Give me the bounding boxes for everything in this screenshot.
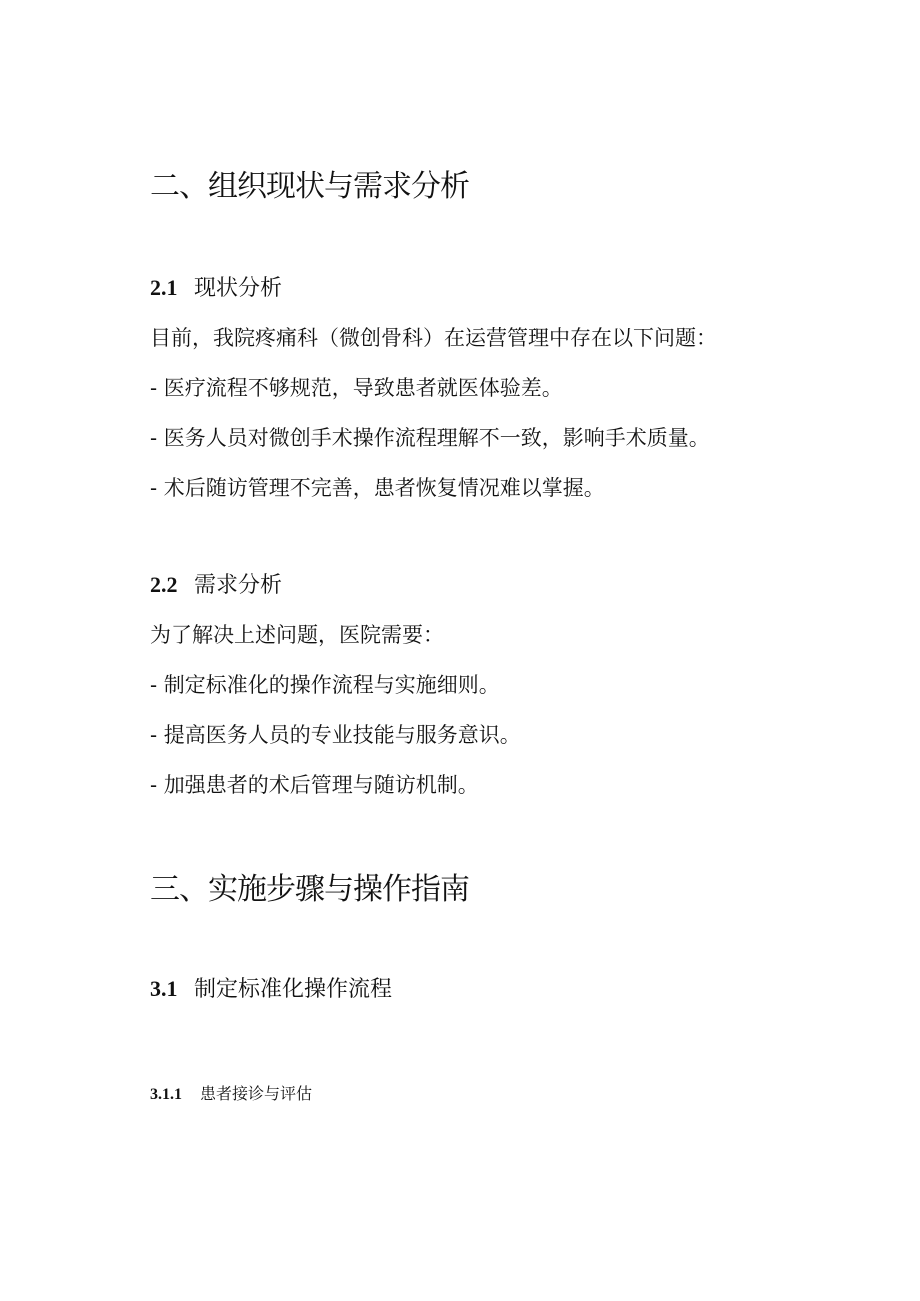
subsection-3-1-1-title: 患者接诊与评估 xyxy=(200,1084,313,1103)
subsection-2-1-heading xyxy=(150,274,282,303)
subsection-2-2-heading xyxy=(150,571,282,600)
need-item-2: - 提高医务人员的专业技能与服务意识。 xyxy=(150,723,521,747)
subsection-3-1-number: 3.1 xyxy=(150,976,178,1001)
subsection-2-1-title: 现状分析 xyxy=(194,276,283,301)
problem-item-1: - 医疗流程不够规范，导致患者就医体验差。 xyxy=(150,376,563,400)
subsection-2-2-number: 2.2 xyxy=(150,572,178,597)
subsection-2-2-intro: 为了解决上述问题，医院需要： xyxy=(150,623,444,647)
section-2-heading: 二、组织现状与需求分析 xyxy=(150,169,469,204)
subsection-3-1-title: 制定标准化操作流程 xyxy=(194,977,393,1002)
need-item-3: - 加强患者的术后管理与随访机制。 xyxy=(150,773,479,797)
problem-item-2: - 医务人员对微创手术操作流程理解不一致，影响手术质量。 xyxy=(150,426,710,450)
need-item-1: - 制定标准化的操作流程与实施细则。 xyxy=(150,673,500,697)
problem-item-3: - 术后随访管理不完善，患者恢复情况难以掌握。 xyxy=(150,476,605,500)
subsection-2-1-intro: 目前，我院疼痛科（微创骨科）在运营管理中存在以下问题： xyxy=(150,326,717,350)
subsection-3-1-1-number: 3.1.1 xyxy=(150,1086,182,1103)
subsection-2-1-number: 2.1 xyxy=(150,275,178,300)
subsection-3-1-heading xyxy=(150,975,392,1004)
subsection-3-1-1-heading xyxy=(150,1084,312,1105)
section-3-heading: 三、实施步骤与操作指南 xyxy=(150,872,469,907)
subsection-2-2-title: 需求分析 xyxy=(194,573,283,598)
